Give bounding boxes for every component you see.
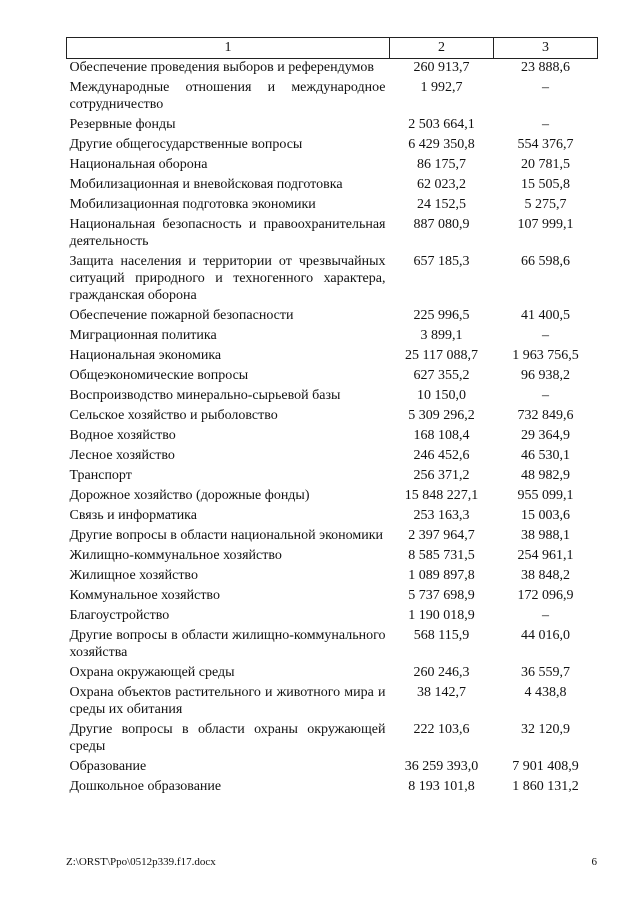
- table-row: [67, 407, 598, 427]
- table-row: [67, 684, 598, 721]
- value-col-3: 254 961,1: [517, 548, 574, 563]
- value-col-3: –: [542, 80, 549, 95]
- value-col-2: 8 585 731,5: [408, 548, 475, 563]
- value-col-3: 44 016,0: [521, 628, 570, 643]
- value-col-3: –: [542, 608, 549, 623]
- table-row: [67, 136, 598, 156]
- value-col-2: 168 108,4: [413, 428, 470, 443]
- value-col-2: 5 737 698,9: [408, 588, 475, 603]
- row-label: Жилищно-коммунальное хозяйство: [69, 548, 282, 563]
- column-header-3: 3: [494, 38, 598, 59]
- row-label: Связь и информатика: [69, 508, 197, 523]
- table-row: [67, 778, 598, 798]
- table-body: [67, 59, 598, 799]
- table-row: [67, 527, 598, 547]
- row-label: Транспорт: [69, 468, 132, 483]
- value-col-2: 253 163,3: [413, 508, 470, 523]
- row-label: Национальная безопасность и правоохранительная деятельность: [69, 217, 386, 249]
- value-col-3: 1 860 131,2: [512, 779, 579, 794]
- value-col-2: 627 355,2: [413, 368, 470, 383]
- table-row: [67, 587, 598, 607]
- value-col-2: 62 023,2: [417, 177, 466, 192]
- row-label: Другие вопросы в области охраны окружающей среды: [69, 722, 386, 754]
- table-row: [67, 253, 598, 307]
- value-col-3: 4 438,8: [524, 685, 567, 700]
- row-label: Лесное хозяйство: [69, 448, 175, 463]
- table-row: [67, 487, 598, 507]
- row-label: Другие вопросы в области жилищно-коммунального хозяйства: [69, 628, 386, 660]
- value-col-3: 732 849,6: [517, 408, 574, 423]
- value-col-3: 172 096,9: [517, 588, 574, 603]
- page-footer: [66, 856, 597, 868]
- table-row: [67, 387, 598, 407]
- value-col-2: 568 115,9: [413, 628, 470, 643]
- row-label: Национальная оборона: [69, 157, 208, 172]
- row-label: Национальная экономика: [69, 348, 222, 363]
- column-header-2: 2: [390, 38, 494, 59]
- value-col-2: 15 848 227,1: [404, 488, 479, 503]
- table-header-row: [67, 38, 598, 59]
- value-col-3: 36 559,7: [521, 665, 570, 680]
- table-row: [67, 116, 598, 136]
- table-row: [67, 196, 598, 216]
- value-col-2: 657 185,3: [413, 254, 470, 269]
- table-row: [67, 664, 598, 684]
- value-col-2: 3 899,1: [420, 328, 463, 343]
- value-col-2: 260 913,7: [413, 60, 470, 75]
- value-col-2: 887 080,9: [413, 217, 470, 232]
- value-col-3: 23 888,6: [521, 60, 570, 75]
- table-row: [67, 367, 598, 387]
- table-row: [67, 467, 598, 487]
- table-row: [67, 721, 598, 758]
- value-col-2: 2 503 664,1: [408, 117, 475, 132]
- value-col-2: 86 175,7: [417, 157, 466, 172]
- row-label: Дошкольное образование: [69, 779, 222, 794]
- row-label: Воспроизводство минерально-сырьевой базы: [69, 388, 341, 403]
- table-row: [67, 427, 598, 447]
- value-col-2: 6 429 350,8: [408, 137, 475, 152]
- value-col-2: 260 246,3: [413, 665, 470, 680]
- page-number: 6: [591, 856, 597, 868]
- table-row: [67, 156, 598, 176]
- row-label: Резервные фонды: [69, 117, 176, 132]
- value-col-3: 554 376,7: [517, 137, 574, 152]
- row-label: Сельское хозяйство и рыболовство: [69, 408, 278, 423]
- table-row: [67, 216, 598, 253]
- value-col-2: 8 193 101,8: [408, 779, 475, 794]
- table-row: [67, 59, 598, 80]
- value-col-2: 256 371,2: [413, 468, 470, 483]
- value-col-2: 225 996,5: [413, 308, 470, 323]
- row-label: Охрана объектов растительного и животного мира и среды их обитания: [69, 685, 386, 717]
- value-col-3: 5 275,7: [524, 197, 567, 212]
- value-col-3: 20 781,5: [521, 157, 570, 172]
- table-row: [67, 507, 598, 527]
- value-col-3: 66 598,6: [521, 254, 570, 269]
- row-label: Жилищное хозяйство: [69, 568, 198, 583]
- row-label: Другие вопросы в области национальной экономики: [69, 528, 384, 543]
- row-label: Водное хозяйство: [69, 428, 176, 443]
- value-col-2: 38 142,7: [417, 685, 466, 700]
- value-col-2: 246 452,6: [413, 448, 470, 463]
- value-col-3: 29 364,9: [521, 428, 570, 443]
- value-col-2: 222 103,6: [413, 722, 470, 737]
- table-row: [67, 567, 598, 587]
- value-col-3: 15 505,8: [521, 177, 570, 192]
- table-row: [67, 607, 598, 627]
- value-col-2: 25 117 088,7: [405, 348, 478, 363]
- value-col-2: 2 397 964,7: [408, 528, 475, 543]
- value-col-3: –: [542, 388, 549, 403]
- table-row: [67, 447, 598, 467]
- table-row: [67, 758, 598, 778]
- value-col-3: 48 982,9: [521, 468, 570, 483]
- row-label: Миграционная политика: [69, 328, 217, 343]
- row-label: Обеспечение пожарной безопасности: [69, 308, 294, 323]
- value-col-3: 15 003,6: [521, 508, 570, 523]
- value-col-2: 1 190 018,9: [408, 608, 475, 623]
- row-label: Защита населения и территории от чрезвычайных ситуаций природного и техногенного характера, гражданская оборона: [69, 254, 386, 303]
- row-label: Другие общегосударственные вопросы: [69, 137, 303, 152]
- value-col-3: –: [542, 328, 549, 343]
- row-label: Дорожное хозяйство (дорожные фонды): [69, 488, 310, 503]
- row-label: Благоустройство: [69, 608, 170, 623]
- table-row: [67, 627, 598, 664]
- value-col-3: –: [542, 117, 549, 132]
- row-label: Международные отношения и международное сотрудничество: [69, 80, 386, 112]
- row-label: Мобилизационная и вневойсковая подготовка: [69, 177, 343, 192]
- row-label: Коммунальное хозяйство: [69, 588, 220, 603]
- value-col-3: 46 530,1: [521, 448, 570, 463]
- table-row: [67, 547, 598, 567]
- value-col-3: 107 999,1: [517, 217, 574, 232]
- value-col-2: 1 089 897,8: [408, 568, 475, 583]
- value-col-3: 41 400,5: [521, 308, 570, 323]
- row-label: Общеэкономические вопросы: [69, 368, 249, 383]
- table-row: [67, 79, 598, 116]
- value-col-3: 96 938,2: [521, 368, 570, 383]
- value-col-2: 1 992,7: [420, 80, 463, 95]
- row-label: Мобилизационная подготовка экономики: [69, 197, 316, 212]
- table-row: [67, 307, 598, 327]
- column-header-1: 1: [67, 38, 390, 59]
- value-col-3: 1 963 756,5: [512, 348, 579, 363]
- value-col-2: 36 259 393,0: [404, 759, 479, 774]
- value-col-2: 10 150,0: [417, 388, 466, 403]
- row-label: Охрана окружающей среды: [69, 665, 235, 680]
- value-col-3: 7 901 408,9: [512, 759, 579, 774]
- value-col-3: 38 988,1: [521, 528, 570, 543]
- value-col-3: 32 120,9: [521, 722, 570, 737]
- value-col-3: 38 848,2: [521, 568, 570, 583]
- value-col-2: 5 309 296,2: [408, 408, 475, 423]
- table-row: [67, 327, 598, 347]
- value-col-3: 955 099,1: [517, 488, 574, 503]
- budget-table: [66, 37, 598, 798]
- row-label: Обеспечение проведения выборов и референдумов: [69, 60, 374, 75]
- table-row: [67, 347, 598, 367]
- value-col-2: 24 152,5: [417, 197, 466, 212]
- file-path: Z:\ORST\Ppo\0512p339.f17.docx: [66, 856, 216, 868]
- table-row: [67, 176, 598, 196]
- row-label: Образование: [69, 759, 147, 774]
